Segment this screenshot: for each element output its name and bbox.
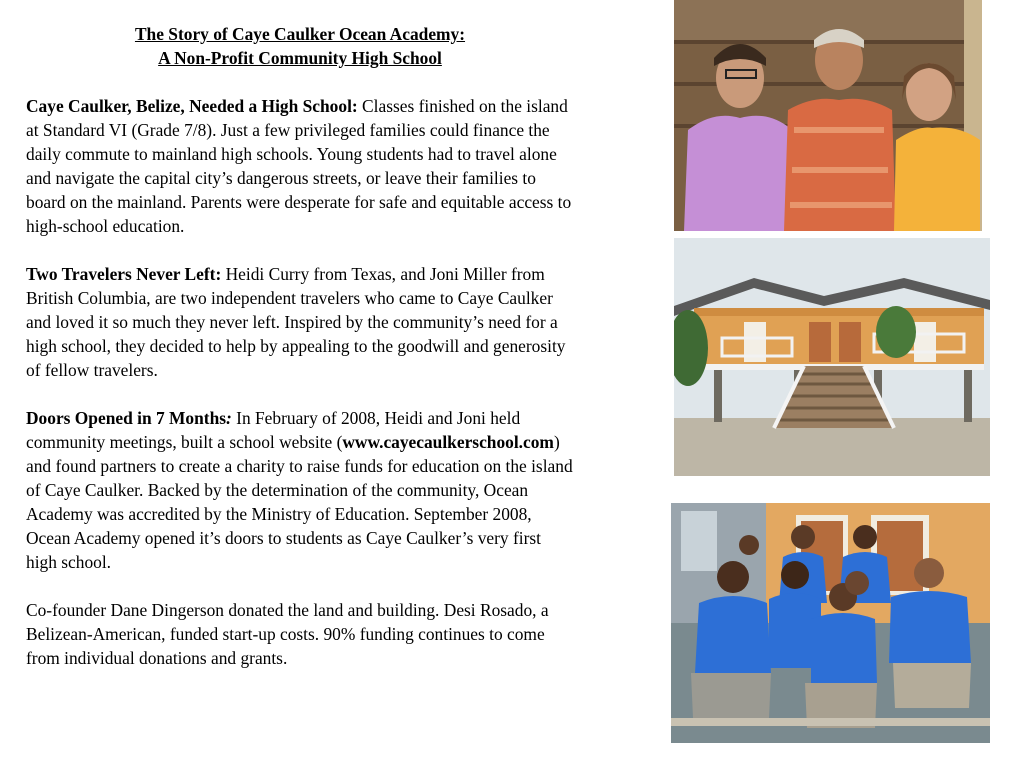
paragraph-need bbox=[26, 94, 574, 238]
title-line-2: A Non-Profit Community High School bbox=[158, 48, 442, 68]
paragraph-cofounder bbox=[26, 598, 574, 670]
paragraph-body: Classes finished on the island at Standard VI (Grade 7/8). Just a few privileged families could finance the daily commute to mainland high schools. Young students had to travel alone and navigate the capital city’s dangerous streets, or leave their families to board on the mainland. Parents were desperate for safe and equitable access to high-school education. bbox=[26, 96, 572, 236]
paragraph-doors-opened bbox=[26, 406, 574, 574]
paragraph-body: Heidi Curry from Texas, and Joni Miller from British Columbia, are two independent travelers who came to Caye Caulker and loved it so much they never left. Inspired by the community’s need for a high school, they decided to help by appealing to the goodwill and generosity of fellow travelers. bbox=[26, 264, 566, 380]
heading-colon: : bbox=[226, 408, 232, 428]
paragraph-heading: Two Travelers Never Left: bbox=[26, 264, 222, 284]
paragraph-body-pre: In February of 2008, Heidi and Joni held community meetings, built a school website ( bbox=[26, 408, 521, 452]
paragraph-heading: Doors Opened in 7 Months bbox=[26, 408, 227, 428]
school-building-photo bbox=[674, 238, 990, 476]
founders-photo bbox=[674, 0, 982, 231]
paragraph-travelers bbox=[26, 262, 574, 382]
paragraph-body: Co-founder Dane Dingerson donated the land and building. Desi Rosado, a Belizean-American, funded start-up costs. 90% funding continues to come from individual donations and grants. bbox=[26, 600, 549, 668]
page-title bbox=[26, 22, 574, 70]
paragraph-body-post: ) and found partners to create a charity to raise funds for education on the island of Caye Caulker. Backed by the determination of the community, Ocean Academy was accredited by the Ministry of Education. September 2008, Ocean Academy opened it’s doors to students as Caye Caulker’s very first high school. bbox=[26, 432, 573, 572]
article bbox=[26, 22, 574, 694]
paragraph-heading: Caye Caulker, Belize, Needed a High School: bbox=[26, 96, 358, 116]
school-website-link[interactable]: www.cayecaulkerschool.com bbox=[342, 432, 554, 452]
students-photo bbox=[671, 503, 990, 743]
title-line-1: The Story of Caye Caulker Ocean Academy: bbox=[134, 24, 466, 44]
